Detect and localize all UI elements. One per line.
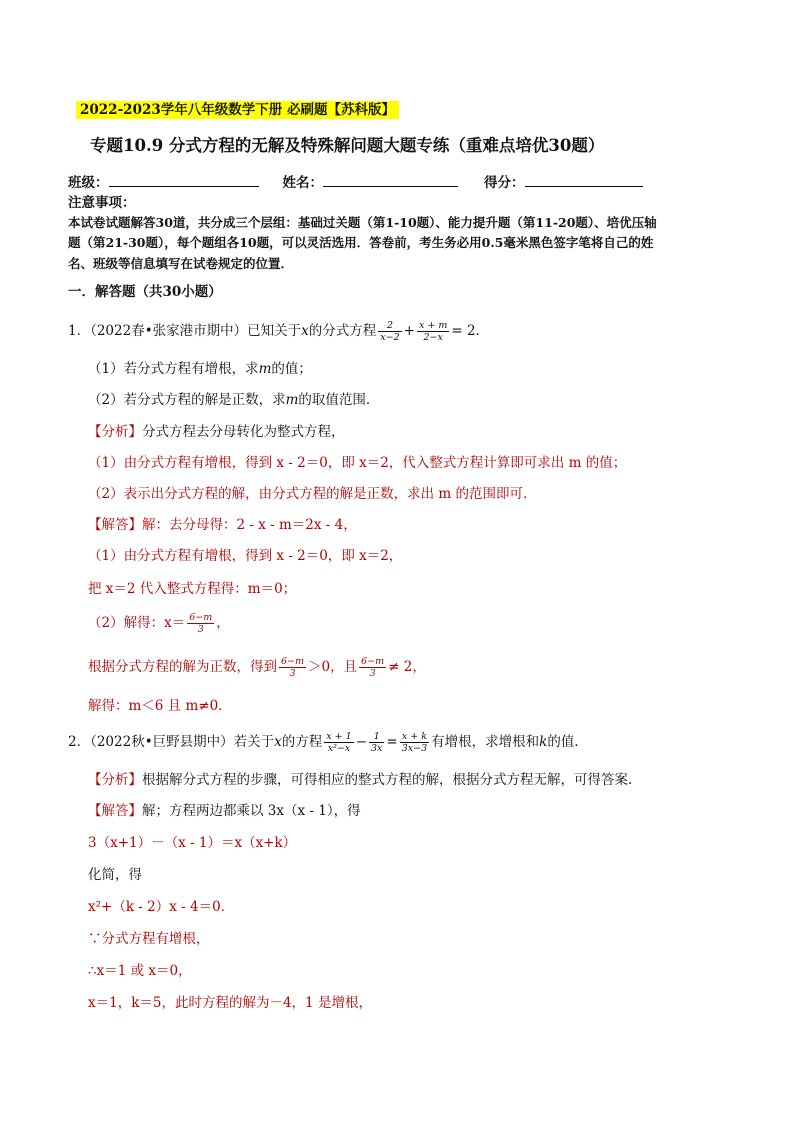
- q1-analysis-step: （1）由分式方程有增根，得到 x - 2＝0，即 x＝2，代入整式方程计算即可求出 m 的值；: [88, 455, 627, 471]
- class-label: 班级：: [68, 175, 109, 191]
- q1-answer: 【解答】解：去分母得：2 - x - m＝2x - 4，: [88, 517, 357, 533]
- q1-answer-step: 根据分式方程的解为正数，得到 $\frac{6-m}{3}$ ＞0，且 $\frac{6-m}{3}$ ≠ 2，: [88, 656, 426, 679]
- section-heading: 一．解答题（共30小题）: [68, 284, 222, 300]
- q2-stem: 2．（2022秋•巨野县期中）若关于x的方程 $\frac{x + 1}{\text{x²−x}}$ − $\frac{1}{3x}$ = $\frac{x + k}{3x-3}$ 有增根，求增根和k的值．: [68, 731, 588, 754]
- q1-analysis-step: （2）表示出分式方程的解，由分式方程的解是正数，求出 m 的范围即可．: [88, 486, 537, 502]
- student-info-row: [68, 172, 643, 192]
- q1-answer-step: 把 x＝2 代入整式方程得：m＝0；: [88, 581, 297, 597]
- page-title: 专题10.9 分式方程的无解及特殊解问题大题专练（重难点培优30题）: [90, 136, 605, 155]
- q2-answer-step: x＝1，k＝5，此时方程的解为－4，1 是增根，: [88, 995, 372, 1011]
- q2-answer-step: 化简，得: [88, 867, 142, 883]
- q1-answer-step: 解得：m＜6 且 m≠0．: [88, 698, 232, 714]
- q1-part-2: （2）若分式方程的解是正数，求m的取值范围．: [88, 392, 380, 408]
- score-field[interactable]: [525, 172, 643, 187]
- header-tag: 2022-2023学年八年级数学下册 必刷题【苏科版】: [76, 101, 399, 119]
- q2-answer-step: ∴x＝1 或 x＝0，: [88, 963, 192, 979]
- q2-answer: 【解答】解；方程两边都乘以 3x（x - 1），得: [88, 803, 361, 819]
- notice-line: 名、班级等信息填写在试卷规定的位置．: [68, 256, 294, 271]
- class-field[interactable]: [109, 172, 259, 187]
- q2-answer-step: x²+（k - 2）x - 4＝0．: [88, 899, 235, 915]
- q1-stem: 1．（2022春•张家港市期中）已知关于x的分式方程 $\frac{2}{x-2}$ + $\frac{x + m}{2-x}$ = 2．: [68, 320, 490, 343]
- q2-answer-step: 3（x+1）－（x - 1）＝x（x+k）: [88, 835, 297, 851]
- q1-fraction-1: $\frac{2}{x-2}$: [380, 320, 400, 343]
- q2-answer-step: ∵分式方程有增根，: [88, 931, 210, 947]
- notice-line: 本试卷试题解答30道，共分成三个层组：基础过关题（第1-10题）、能力提升题（第11-20题）、培优压轴: [68, 215, 657, 230]
- notice-line: 题（第21-30题），每个题组各10题，可以灵活选用．答卷前，考生务必用0.5毫米黑色签字笔将自己的姓: [68, 235, 654, 250]
- name-label: 姓名：: [282, 175, 323, 191]
- q2-analysis: 【分析】根据解分式方程的步骤，可得相应的整式方程的解，根据分式方程无解，可得答案．: [88, 772, 642, 788]
- q1-analysis: 【分析】分式方程去分母转化为整式方程，: [88, 424, 345, 440]
- score-label: 得分：: [484, 175, 525, 191]
- q1-fraction-2: $\frac{x + m}{2-x}$: [418, 320, 448, 343]
- q1-answer-step: （1）由分式方程有增根，得到 x - 2＝0，即 x＝2，: [88, 548, 403, 564]
- q1-part-1: （1）若分式方程有增根，求m的值；: [88, 361, 312, 377]
- name-field[interactable]: [323, 172, 458, 187]
- q1-answer-step: （2）解得：x＝ $\frac{6-m}{3}$ ，: [88, 612, 230, 635]
- notice-heading: 注意事项：: [68, 195, 136, 211]
